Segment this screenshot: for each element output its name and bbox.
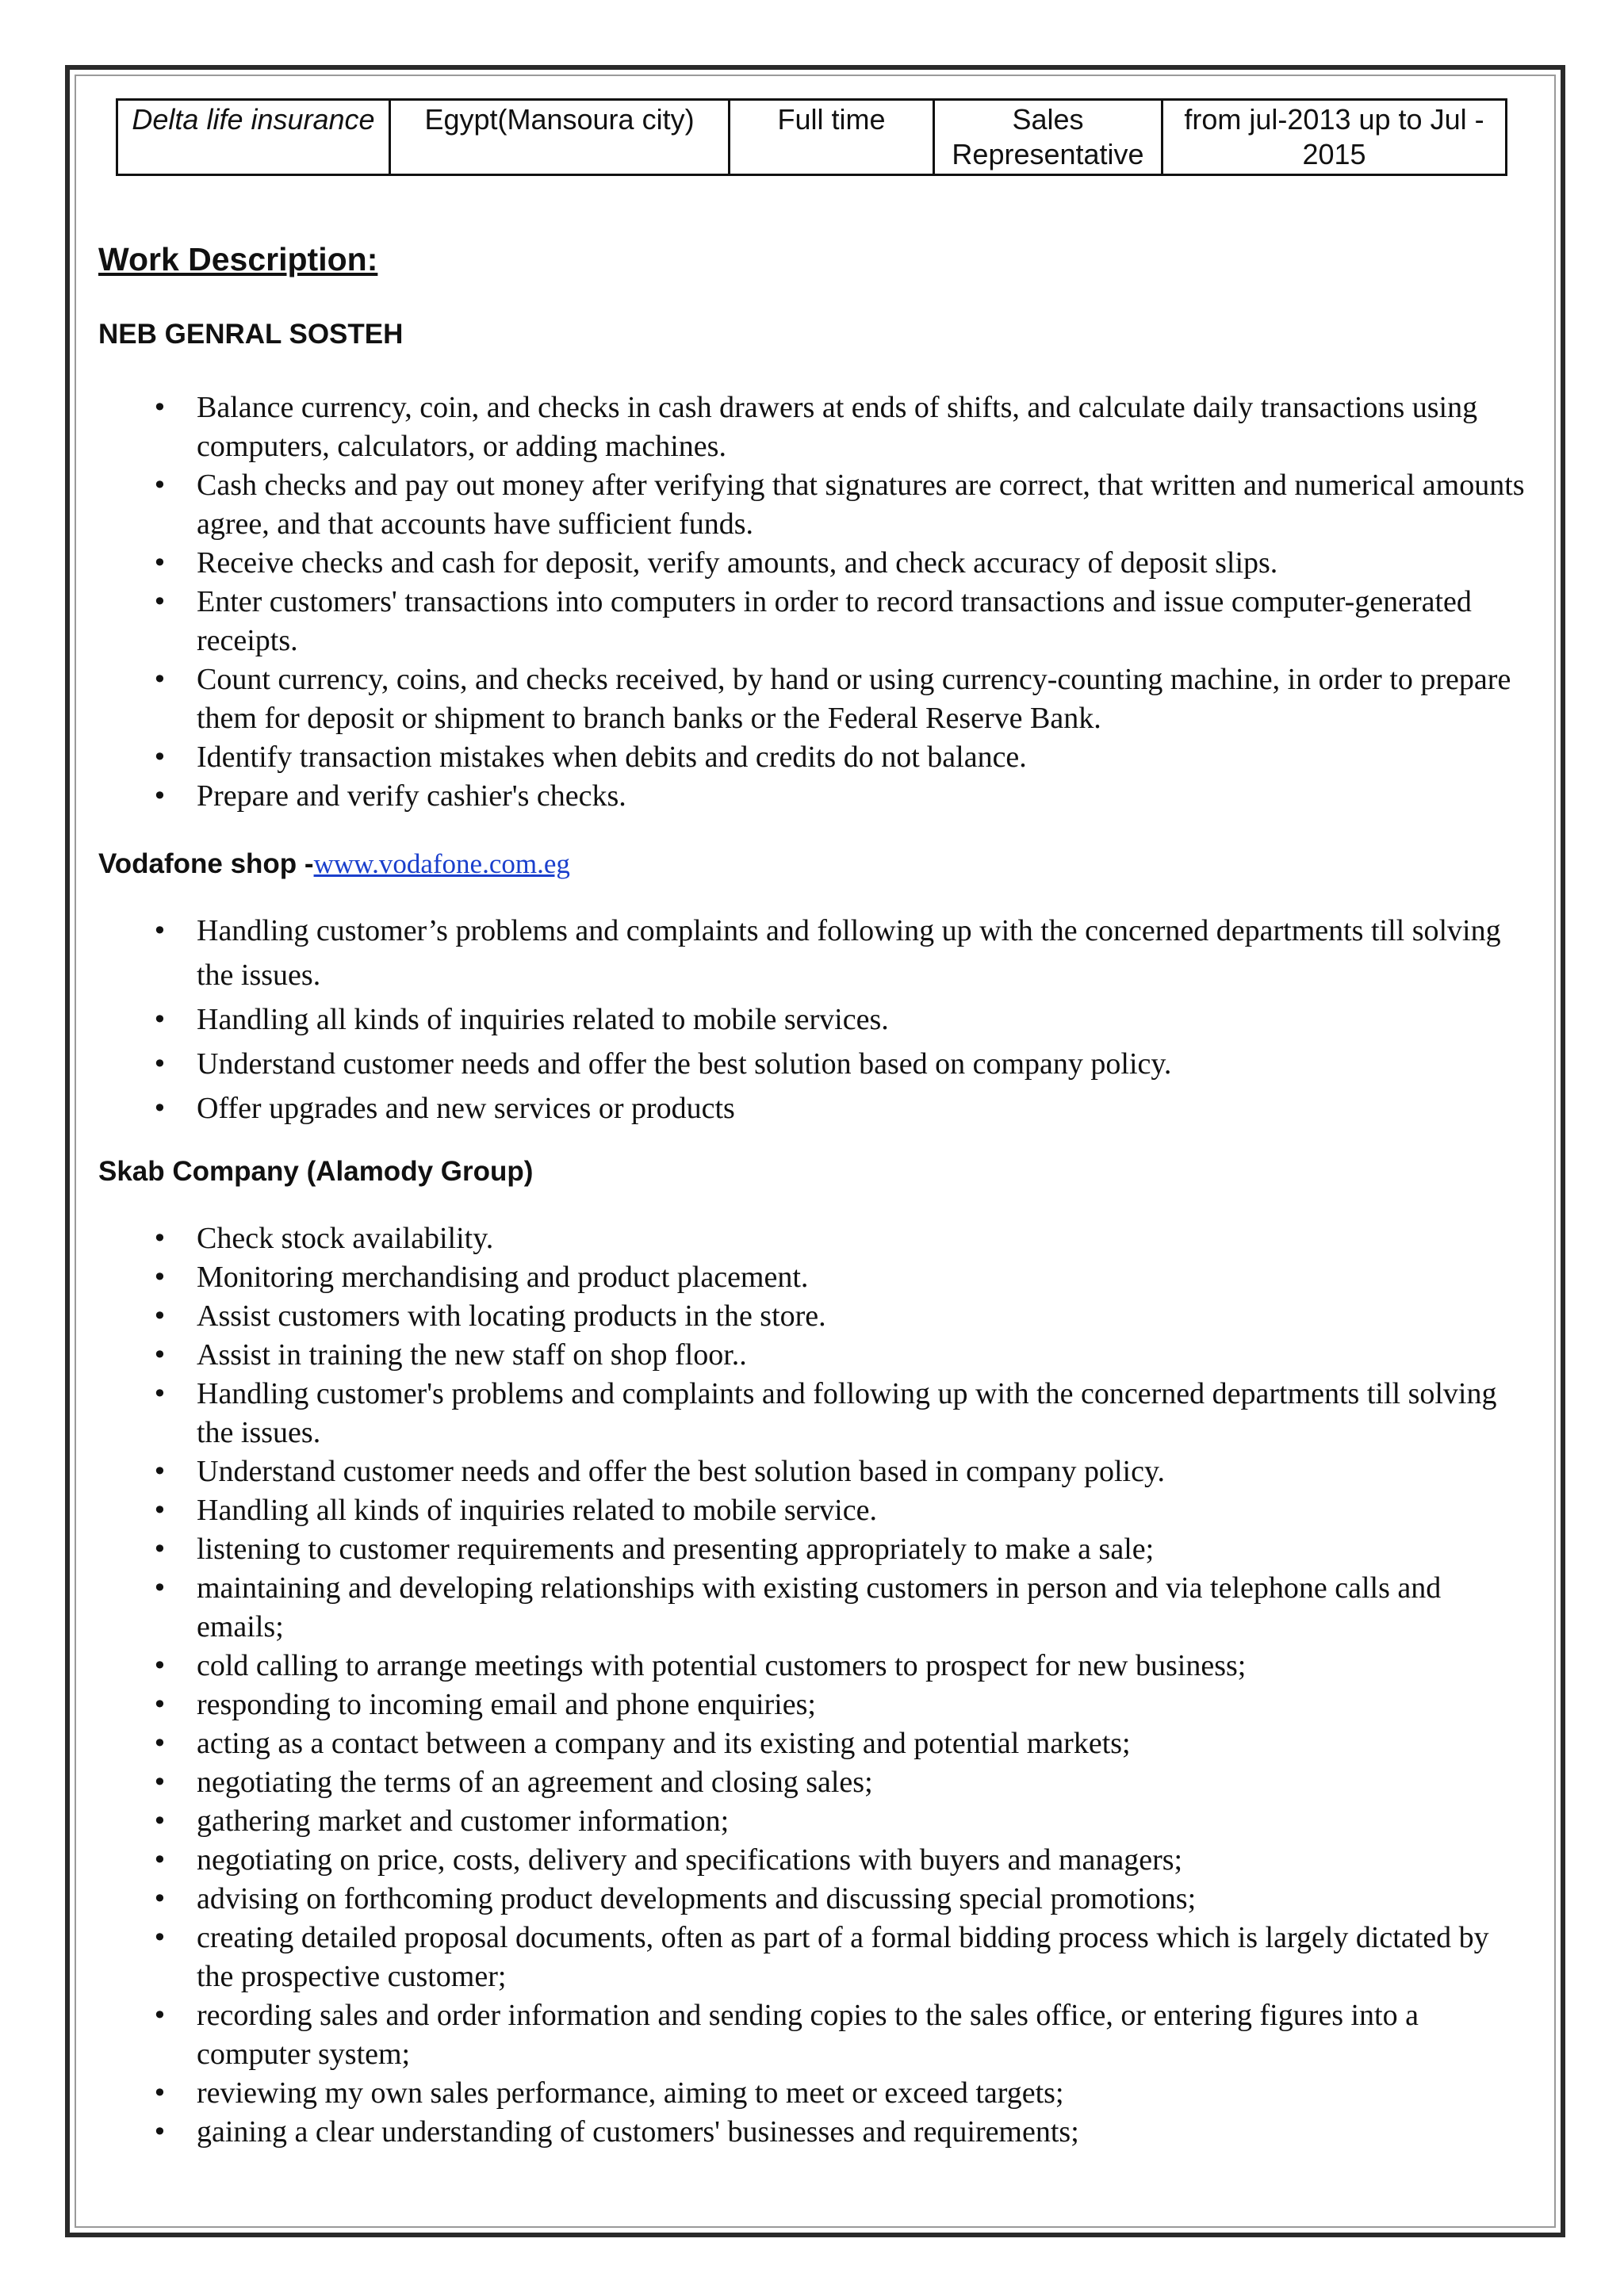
list-item: • Count currency, coins, and checks received, by hand or using currency-counting machine, in order to prepare them for deposit or shipment to branch banks or the Federal Reserve Bank. (98, 660, 1526, 738)
list-item: • Handling all kinds of inquiries related to mobile services. (98, 997, 1526, 1042)
list-item: • Handling customer's problems and complaints and following up with the concerned departments till solving the issues. (98, 1375, 1526, 1452)
list-item: • Check stock availability. (98, 1219, 1526, 1258)
list-item: • negotiating the terms of an agreement and closing sales; (98, 1763, 1526, 1802)
job-summary-table (116, 98, 1507, 176)
list-item: • creating detailed proposal documents, often as part of a formal bidding process which is largely dictated by the prospective customer; (98, 1919, 1526, 1996)
list-item: • Understand customer needs and offer the best solution based in company policy. (98, 1452, 1526, 1491)
list-item: • maintaining and developing relationships with existing customers in person and via telephone calls and emails; (98, 1569, 1526, 1647)
list-item: • Cash checks and pay out money after verifying that signatures are correct, that written and numerical amounts agree, and that accounts have sufficient funds. (98, 466, 1526, 544)
list-item: • Assist in training the new staff on shop floor.. (98, 1336, 1526, 1375)
job-position: Sales Representative (934, 100, 1162, 175)
skab-duties-list (98, 1219, 1526, 2152)
work-description-heading: Work Description: (98, 241, 378, 277)
list-item: • Receive checks and cash for deposit, verify amounts, and check accuracy of deposit slips. (98, 544, 1526, 583)
list-item: • Identify transaction mistakes when debits and credits do not balance. (98, 738, 1526, 777)
job-location: Egypt(Mansoura city) (390, 100, 730, 175)
list-item: • Assist customers with locating products in the store. (98, 1297, 1526, 1336)
company-heading-vodafone (98, 848, 570, 880)
list-item: • Balance currency, coin, and checks in cash drawers at ends of shifts, and calculate daily transactions using computers, calculators, or adding machines. (98, 388, 1526, 466)
list-item: • Handling customer’s problems and complaints and following up with the concerned departments till solving the issues. (98, 909, 1526, 997)
job-row (117, 100, 1507, 175)
list-item: • negotiating on price, costs, delivery and specifications with buyers and managers; (98, 1841, 1526, 1880)
list-item: • Monitoring merchandising and product placement. (98, 1258, 1526, 1297)
company-heading-neb: NEB GENRAL SOSTEH (98, 319, 404, 350)
list-item: • Offer upgrades and new services or products (98, 1086, 1526, 1131)
list-item: • Handling all kinds of inquiries related to mobile service. (98, 1491, 1526, 1530)
list-item: • Enter customers' transactions into computers in order to record transactions and issue computer-generated receipts. (98, 583, 1526, 660)
list-item: • cold calling to arrange meetings with potential customers to prospect for new business; (98, 1647, 1526, 1686)
list-item: • Understand customer needs and offer the best solution based on company policy. (98, 1042, 1526, 1086)
neb-duties-list (98, 388, 1526, 816)
list-item: • listening to customer requirements and presenting appropriately to make a sale; (98, 1530, 1526, 1569)
vodafone-company-name: Vodafone shop - (98, 848, 314, 879)
job-type: Full time (730, 100, 934, 175)
job-company: Delta life insurance (117, 100, 390, 175)
list-item: • acting as a contact between a company and its existing and potential markets; (98, 1724, 1526, 1763)
job-period: from jul-2013 up to Jul - 2015 (1162, 100, 1507, 175)
list-item: • advising on forthcoming product developments and discussing special promotions; (98, 1880, 1526, 1919)
vodafone-website-link[interactable]: www.vodafone.com.eg (313, 848, 570, 879)
list-item: • recording sales and order information and sending copies to the sales office, or entering figures into a computer system; (98, 1996, 1526, 2074)
list-item: • gathering market and customer information; (98, 1802, 1526, 1841)
list-item: • Prepare and verify cashier's checks. (98, 777, 1526, 816)
list-item: • reviewing my own sales performance, aiming to meet or exceed targets; (98, 2074, 1526, 2113)
company-heading-skab: Skab Company (Alamody Group) (98, 1156, 534, 1187)
list-item: • gaining a clear understanding of customers' businesses and requirements; (98, 2113, 1526, 2152)
list-item: • responding to incoming email and phone enquiries; (98, 1686, 1526, 1724)
vodafone-duties-list (98, 909, 1526, 1131)
